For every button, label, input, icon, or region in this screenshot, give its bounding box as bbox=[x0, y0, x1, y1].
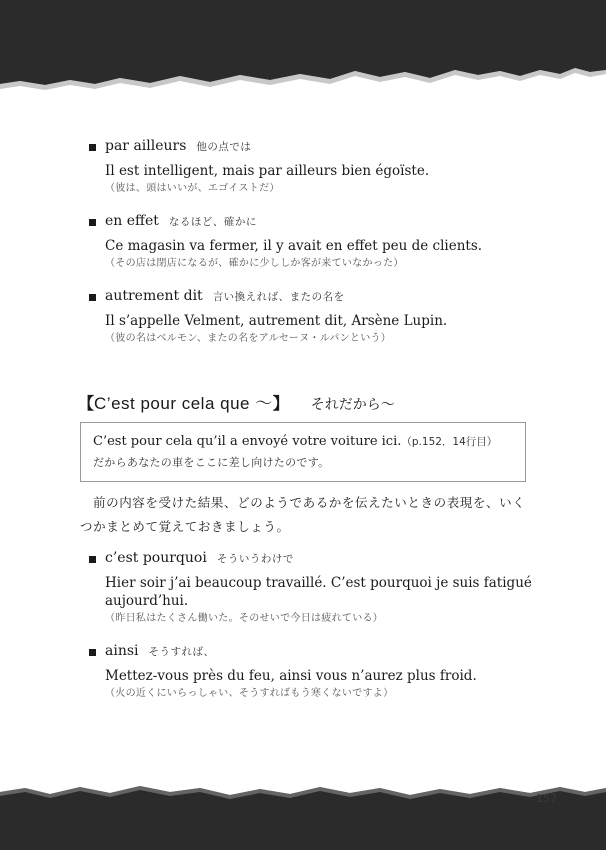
expression-item-par-ailleurs bbox=[89, 138, 549, 196]
french-example: Hier soir j’ai beaucoup travaillé. C’est pourquoi je suis fatigué aujourd’hui. bbox=[105, 575, 532, 609]
bullet-marker bbox=[89, 294, 96, 301]
expression-term: c’est pourquoi bbox=[105, 550, 207, 566]
french-example: Il s’appelle Velment, autrement dit, Arsène Lupin. bbox=[105, 313, 448, 329]
section-heading bbox=[78, 389, 395, 414]
japanese-translation: （その店は閉店になるが、確かに少ししか客が来ていなかった） bbox=[105, 258, 404, 269]
expression-gloss: そういうわけで bbox=[216, 553, 294, 565]
heading-bracket-open: 【 bbox=[78, 394, 95, 413]
expression-gloss: そうすれば、 bbox=[148, 646, 215, 658]
japanese-translation: （昨日私はたくさん働いた。そのせいで今日は疲れている） bbox=[105, 613, 384, 624]
japanese-translation: （火の近くにいらっしゃい、そうすればもう寒くないですよ） bbox=[105, 688, 394, 699]
expression-term: autrement dit bbox=[105, 288, 203, 304]
example-page-reference: （p.152．14行目） bbox=[401, 436, 498, 448]
expression-gloss: なるほど、確かに bbox=[168, 216, 257, 228]
japanese-translation: （彼の名はベルモン、またの名をアルセーヌ・ルパンという） bbox=[105, 333, 392, 344]
expression-item-ainsi bbox=[89, 643, 549, 701]
expression-term: en effet bbox=[105, 213, 159, 229]
french-example: Mettez-vous près du feu, ainsi vous n’aurez plus froid. bbox=[105, 668, 477, 684]
japanese-translation: （彼は、頭はいいが、エゴイストだ） bbox=[105, 183, 280, 194]
expression-item-c-est-pourquoi bbox=[89, 550, 549, 626]
explanation-paragraph: 前の内容を受けた結果、どのようであるかを伝えたいときの表現を、いくつかまとめて覚えておきましょう。 bbox=[80, 495, 526, 534]
example-french: C’est pour cela qu’il a envoyé votre voiture ici. bbox=[93, 434, 402, 449]
bullet-marker bbox=[89, 649, 96, 656]
page-number: 157 bbox=[536, 792, 557, 805]
expression-item-en-effet bbox=[89, 213, 549, 271]
example-sentence-box bbox=[80, 422, 526, 482]
bullet-marker bbox=[89, 144, 96, 151]
heading-bracket-close: 】 bbox=[272, 394, 289, 413]
expression-term: ainsi bbox=[105, 643, 139, 659]
expression-item-autrement-dit bbox=[89, 288, 549, 346]
french-example: Il est intelligent, mais par ailleurs bien égoïste. bbox=[105, 163, 430, 179]
expression-gloss: 言い換えれば、またの名を bbox=[212, 291, 345, 303]
expression-term: par ailleurs bbox=[105, 138, 187, 154]
heading-phrase: C’est pour cela que ～ bbox=[94, 394, 273, 413]
french-example: Ce magasin va fermer, il y avait en effet peu de clients. bbox=[105, 238, 483, 254]
example-japanese: だからあなたの車をここに差し向けたのです。 bbox=[93, 456, 330, 469]
bullet-marker bbox=[89, 219, 96, 226]
expression-gloss: 他の点では bbox=[196, 141, 252, 153]
bullet-marker bbox=[89, 556, 96, 563]
heading-japanese: それだから～ bbox=[310, 397, 395, 413]
